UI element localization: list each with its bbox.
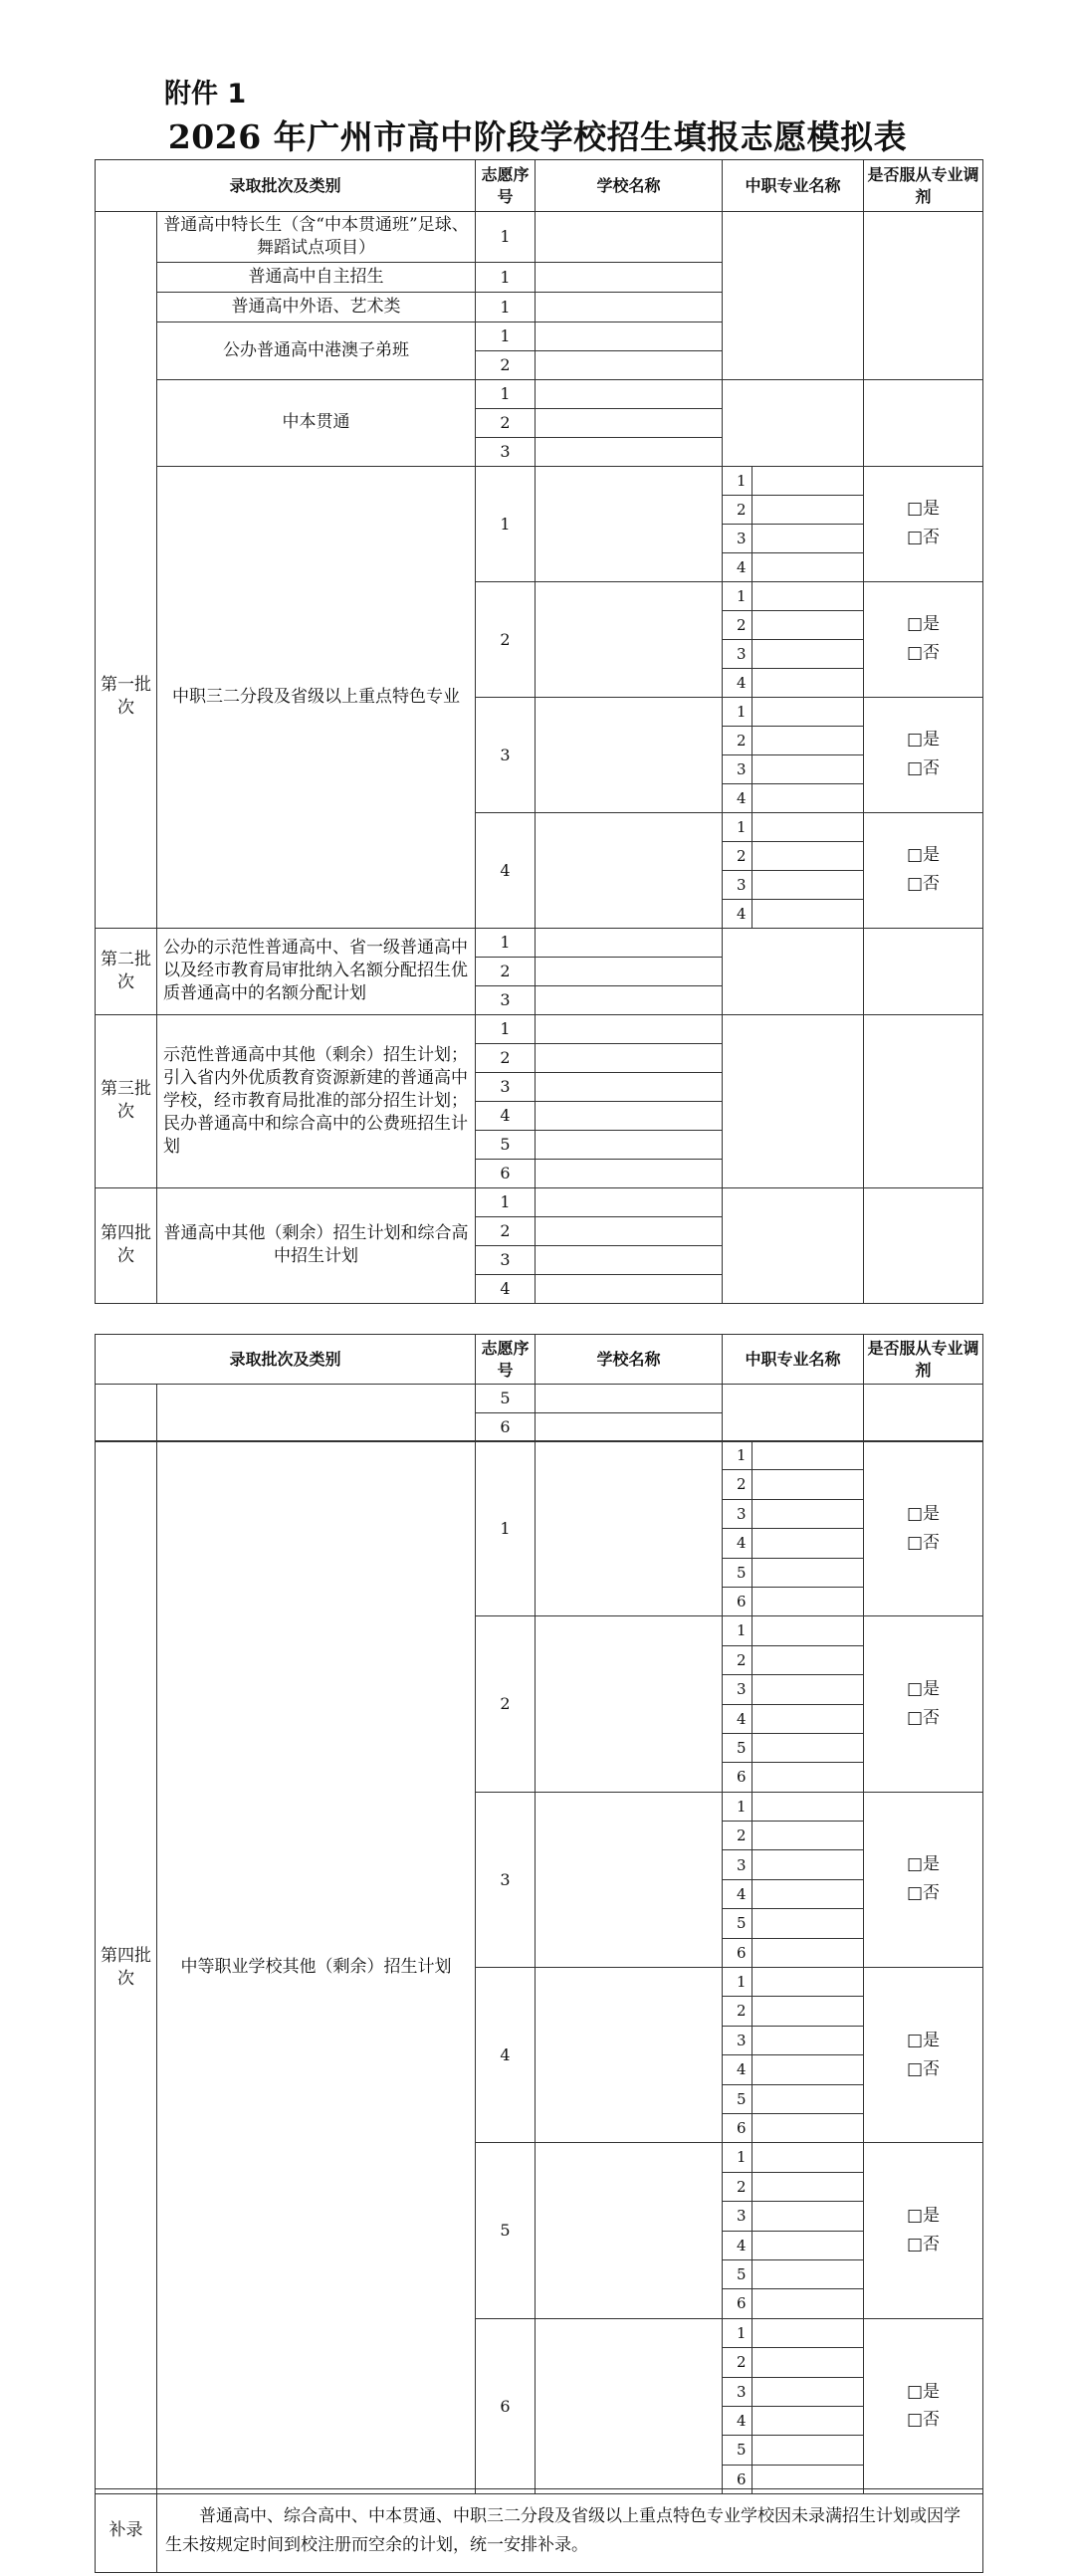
major-input[interactable] bbox=[752, 495, 864, 524]
major-input[interactable] bbox=[752, 1470, 864, 1499]
school-input[interactable] bbox=[536, 928, 723, 957]
adjust-choice[interactable] bbox=[864, 1616, 983, 1792]
batch-1-blank-top bbox=[96, 212, 157, 380]
major-input[interactable] bbox=[752, 783, 864, 812]
major-seq: 6 bbox=[723, 1763, 752, 1792]
seq-number: 6 bbox=[476, 1413, 536, 1442]
major-input[interactable] bbox=[752, 1850, 864, 1879]
major-input[interactable] bbox=[752, 1529, 864, 1558]
major-na bbox=[723, 1014, 864, 1187]
form-table-page1 bbox=[95, 159, 983, 1304]
seq-number: 3 bbox=[476, 1072, 536, 1101]
seq-number: 3 bbox=[476, 437, 536, 466]
school-input[interactable] bbox=[536, 1385, 723, 1413]
category-language-art: 普通高中外语、艺术类 bbox=[157, 292, 476, 322]
major-input[interactable] bbox=[752, 1938, 864, 1967]
major-seq: 3 bbox=[723, 1675, 752, 1704]
school-input[interactable] bbox=[536, 812, 723, 928]
major-seq: 4 bbox=[723, 2231, 752, 2259]
major-input[interactable] bbox=[752, 610, 864, 639]
major-input[interactable] bbox=[752, 726, 864, 754]
major-seq: 6 bbox=[723, 2465, 752, 2493]
seq-number: 1 bbox=[476, 262, 536, 292]
form-table-vocational bbox=[95, 1440, 983, 2494]
major-seq: 3 bbox=[723, 754, 752, 783]
seq-number: 2 bbox=[476, 1043, 536, 1072]
adjust-na bbox=[864, 1187, 983, 1303]
adjust-no-option[interactable]: □否 bbox=[906, 2058, 941, 2079]
attachment-label: 附件 1 bbox=[164, 79, 247, 109]
adjust-choice[interactable]: □是 □否 bbox=[864, 581, 983, 697]
category-quota: 公办的示范性普通高中、省一级普通高中以及经市教育局审批纳入名额分配招生优质普通高中的名额分配计划 bbox=[157, 928, 476, 1014]
adjust-na bbox=[864, 1014, 983, 1187]
major-seq: 2 bbox=[723, 495, 752, 524]
major-seq: 2 bbox=[723, 610, 752, 639]
seq-number: 1 bbox=[476, 1441, 536, 1616]
major-seq: 4 bbox=[723, 552, 752, 581]
batch-1-blank-mid bbox=[96, 379, 157, 466]
header-school: 学校名称 bbox=[536, 160, 723, 212]
major-seq: 4 bbox=[723, 2406, 752, 2435]
school-input[interactable] bbox=[536, 2318, 723, 2493]
adjust-na bbox=[864, 379, 983, 466]
major-input[interactable] bbox=[752, 2113, 864, 2142]
school-input[interactable] bbox=[536, 262, 723, 292]
school-input[interactable] bbox=[536, 1159, 723, 1187]
major-seq: 3 bbox=[723, 639, 752, 668]
category-general-remaining: 普通高中其他（剩余）招生计划和综合高中招生计划 bbox=[157, 1187, 476, 1303]
school-input[interactable] bbox=[536, 1187, 723, 1216]
major-seq: 3 bbox=[723, 1850, 752, 1879]
adjust-choice[interactable]: □是 □否 bbox=[864, 466, 983, 581]
major-input[interactable] bbox=[752, 1792, 864, 1821]
seq-number: 2 bbox=[476, 1616, 536, 1792]
major-seq: 3 bbox=[723, 524, 752, 552]
seq-number: 5 bbox=[476, 2143, 536, 2318]
seq-number: 2 bbox=[476, 350, 536, 379]
major-seq: 1 bbox=[723, 1441, 752, 1470]
school-input[interactable] bbox=[536, 408, 723, 437]
major-input[interactable] bbox=[752, 899, 864, 928]
seq-number: 4 bbox=[476, 812, 536, 928]
category-vocational-remaining: 中等职业学校其他（剩余）招生计划 bbox=[157, 1441, 476, 2494]
header-category: 录取批次及类别 bbox=[96, 160, 476, 212]
school-input[interactable] bbox=[536, 1130, 723, 1159]
seq-number: 3 bbox=[476, 1245, 536, 1274]
major-seq: 3 bbox=[723, 2202, 752, 2231]
major-seq: 2 bbox=[723, 1997, 752, 2026]
major-seq: 6 bbox=[723, 1587, 752, 1615]
major-input[interactable] bbox=[752, 1558, 864, 1587]
adjust-no-option[interactable]: □否 bbox=[906, 1708, 941, 1729]
seq-number: 1 bbox=[476, 292, 536, 322]
major-seq: 1 bbox=[723, 812, 752, 841]
major-seq: 6 bbox=[723, 2113, 752, 2142]
school-input[interactable] bbox=[536, 985, 723, 1014]
category-autonomous: 普通高中自主招生 bbox=[157, 262, 476, 292]
major-na bbox=[723, 1187, 864, 1303]
supplement-table bbox=[95, 2488, 983, 2573]
school-input[interactable] bbox=[536, 1014, 723, 1043]
major-input[interactable] bbox=[752, 1763, 864, 1792]
category-sports: 普通高中特长生（含“中本贯通班”足球、舞蹈试点项目） bbox=[157, 212, 476, 263]
school-input[interactable] bbox=[536, 1441, 723, 1616]
adjust-yes-option[interactable]: □是 bbox=[906, 1503, 941, 1524]
school-input[interactable] bbox=[536, 1274, 723, 1303]
major-input[interactable] bbox=[752, 1499, 864, 1528]
major-input[interactable] bbox=[752, 2289, 864, 2318]
major-seq: 3 bbox=[723, 1499, 752, 1528]
school-input[interactable] bbox=[536, 350, 723, 379]
major-input[interactable] bbox=[752, 524, 864, 552]
major-seq: 2 bbox=[723, 1470, 752, 1499]
seq-number: 4 bbox=[476, 1968, 536, 2143]
major-seq: 4 bbox=[723, 2055, 752, 2084]
major-seq: 2 bbox=[723, 2348, 752, 2377]
major-seq: 5 bbox=[723, 2084, 752, 2113]
major-input[interactable] bbox=[752, 2026, 864, 2054]
school-input[interactable] bbox=[536, 379, 723, 408]
major-seq: 1 bbox=[723, 2143, 752, 2172]
major-input[interactable] bbox=[752, 466, 864, 495]
school-input[interactable] bbox=[536, 437, 723, 466]
school-input[interactable] bbox=[536, 1616, 723, 1792]
major-seq: 2 bbox=[723, 1645, 752, 1674]
seq-number: 1 bbox=[476, 212, 536, 263]
major-input[interactable] bbox=[752, 2231, 864, 2259]
adjust-na bbox=[864, 928, 983, 1014]
header-adjust: 是否服从专业调剂 bbox=[864, 160, 983, 212]
school-input[interactable] bbox=[536, 1101, 723, 1130]
major-seq: 5 bbox=[723, 1558, 752, 1587]
supplement-label: 补录 bbox=[96, 2489, 157, 2573]
school-input[interactable] bbox=[536, 466, 723, 581]
adjust-choice[interactable] bbox=[864, 1792, 983, 1967]
school-input[interactable] bbox=[536, 1072, 723, 1101]
major-input[interactable] bbox=[752, 1645, 864, 1674]
adjust-choice[interactable] bbox=[864, 2318, 983, 2493]
major-input[interactable] bbox=[752, 2377, 864, 2406]
school-input[interactable] bbox=[536, 292, 723, 322]
major-seq: 2 bbox=[723, 841, 752, 870]
seq-number: 5 bbox=[476, 1130, 536, 1159]
adjust-yes-option[interactable]: □是 bbox=[906, 1854, 941, 1875]
seq-number: 1 bbox=[476, 928, 536, 957]
adjust-yes-option[interactable]: □是 bbox=[906, 2030, 941, 2050]
adjust-choice[interactable]: □是 □否 bbox=[864, 812, 983, 928]
major-seq: 4 bbox=[723, 783, 752, 812]
major-seq: 4 bbox=[723, 899, 752, 928]
major-input[interactable] bbox=[752, 1441, 864, 1470]
major-input[interactable] bbox=[752, 2436, 864, 2465]
major-input[interactable] bbox=[752, 2406, 864, 2435]
continued-batch bbox=[96, 1385, 157, 1442]
seq-number: 1 bbox=[476, 466, 536, 581]
continued-category bbox=[157, 1385, 476, 1442]
major-seq: 1 bbox=[723, 581, 752, 610]
school-input[interactable] bbox=[536, 1413, 723, 1442]
adjust-choice[interactable]: □是 □否 bbox=[864, 697, 983, 812]
seq-number: 1 bbox=[476, 322, 536, 350]
school-input[interactable] bbox=[536, 1968, 723, 2143]
major-seq: 5 bbox=[723, 1909, 752, 1938]
seq-number: 5 bbox=[476, 1385, 536, 1413]
major-seq: 4 bbox=[723, 1529, 752, 1558]
category-demo-remaining: 示范性普通高中其他（剩余）招生计划；引入省内外优质教育资源新建的普通高中学校，经市教育局批准的部分招生计划；民办普通高中和综合高中的公费班招生计划 bbox=[157, 1014, 476, 1187]
category-vocational-32: 中职三二分段及省级以上重点特色专业 bbox=[157, 466, 476, 928]
major-seq: 2 bbox=[723, 726, 752, 754]
major-seq: 1 bbox=[723, 466, 752, 495]
form-table-page2 bbox=[95, 1334, 983, 1442]
batch-2-label: 第二批次 bbox=[96, 928, 157, 1014]
adjust-yes-option[interactable]: □是 bbox=[906, 1679, 941, 1700]
major-input[interactable] bbox=[752, 1616, 864, 1645]
major-input[interactable] bbox=[752, 581, 864, 610]
major-input[interactable] bbox=[752, 870, 864, 899]
batch-4-vocational-label: 第四批次 bbox=[96, 1441, 157, 2494]
major-na bbox=[723, 379, 864, 466]
adjust-no-option[interactable]: □否 bbox=[906, 2410, 941, 2431]
major-input[interactable] bbox=[752, 2084, 864, 2113]
seq-number: 2 bbox=[476, 581, 536, 697]
major-input[interactable] bbox=[752, 639, 864, 668]
adjust-no-option[interactable]: □否 bbox=[906, 2235, 941, 2255]
header-seq: 志愿序号 bbox=[476, 160, 536, 212]
adjust-yes-option[interactable]: □是 bbox=[906, 2206, 941, 2227]
major-na bbox=[723, 928, 864, 1014]
school-input[interactable] bbox=[536, 1245, 723, 1274]
major-seq: 4 bbox=[723, 1704, 752, 1733]
seq-number: 1 bbox=[476, 1187, 536, 1216]
seq-number: 2 bbox=[476, 1216, 536, 1245]
major-seq: 5 bbox=[723, 2259, 752, 2288]
major-seq: 4 bbox=[723, 668, 752, 697]
header-major: 中职专业名称 bbox=[723, 1335, 864, 1385]
major-input[interactable] bbox=[752, 841, 864, 870]
major-seq: 1 bbox=[723, 1792, 752, 1821]
major-seq: 6 bbox=[723, 1938, 752, 1967]
major-seq: 3 bbox=[723, 2026, 752, 2054]
major-input[interactable] bbox=[752, 1968, 864, 1997]
major-input[interactable] bbox=[752, 1879, 864, 1908]
major-input[interactable] bbox=[752, 1997, 864, 2026]
seq-number: 4 bbox=[476, 1101, 536, 1130]
adjust-na bbox=[864, 1385, 983, 1442]
adjust-no-option[interactable]: □否 bbox=[906, 1883, 941, 1904]
major-seq: 3 bbox=[723, 2377, 752, 2406]
header-school: 学校名称 bbox=[536, 1335, 723, 1385]
school-input[interactable] bbox=[536, 2143, 723, 2318]
header-adjust: 是否服从专业调剂 bbox=[864, 1335, 983, 1385]
adjust-na bbox=[864, 212, 983, 380]
seq-number: 3 bbox=[476, 697, 536, 812]
major-input[interactable] bbox=[752, 1704, 864, 1733]
major-na bbox=[723, 212, 864, 380]
seq-number: 1 bbox=[476, 379, 536, 408]
adjust-no-option[interactable]: □否 bbox=[906, 1532, 941, 1553]
major-input[interactable] bbox=[752, 2202, 864, 2231]
major-input[interactable] bbox=[752, 812, 864, 841]
major-input[interactable] bbox=[752, 1733, 864, 1762]
major-input[interactable] bbox=[752, 1675, 864, 1704]
header-major: 中职专业名称 bbox=[723, 160, 864, 212]
major-seq: 2 bbox=[723, 2172, 752, 2201]
major-input[interactable] bbox=[752, 697, 864, 726]
major-input[interactable] bbox=[752, 2055, 864, 2084]
adjust-choice[interactable] bbox=[864, 2143, 983, 2318]
major-seq: 6 bbox=[723, 2289, 752, 2318]
page-title: 2026 年广州市高中阶段学校招生填报志愿模拟表 bbox=[167, 117, 908, 156]
major-input[interactable] bbox=[752, 1822, 864, 1850]
seq-number: 4 bbox=[476, 1274, 536, 1303]
school-input[interactable] bbox=[536, 581, 723, 697]
major-seq: 4 bbox=[723, 1879, 752, 1908]
major-input[interactable] bbox=[752, 2172, 864, 2201]
seq-number: 2 bbox=[476, 957, 536, 985]
major-input[interactable] bbox=[752, 668, 864, 697]
batch-4-label: 第四批次 bbox=[96, 1187, 157, 1303]
major-input[interactable] bbox=[752, 2143, 864, 2172]
school-input[interactable] bbox=[536, 212, 723, 263]
seq-number: 3 bbox=[476, 1792, 536, 1967]
major-seq: 3 bbox=[723, 870, 752, 899]
school-input[interactable] bbox=[536, 1043, 723, 1072]
major-input[interactable] bbox=[752, 2348, 864, 2377]
major-input[interactable] bbox=[752, 552, 864, 581]
seq-number: 6 bbox=[476, 2318, 536, 2493]
major-input[interactable] bbox=[752, 754, 864, 783]
seq-number: 6 bbox=[476, 1159, 536, 1187]
major-seq: 2 bbox=[723, 1822, 752, 1850]
supplement-note: 普通高中、综合高中、中本贯通、中职三二分段及省级以上重点特色专业学校因未录满招生计划或因学生未按规定时间到校注册而空余的计划，统一安排补录。 bbox=[157, 2489, 983, 2573]
school-input[interactable] bbox=[536, 957, 723, 985]
school-input[interactable] bbox=[536, 697, 723, 812]
seq-number: 1 bbox=[476, 1014, 536, 1043]
batch-3-label: 第三批次 bbox=[96, 1014, 157, 1187]
major-seq: 1 bbox=[723, 1968, 752, 1997]
school-input[interactable] bbox=[536, 1792, 723, 1967]
header-seq: 志愿序号 bbox=[476, 1335, 536, 1385]
adjust-yes-option[interactable]: □是 bbox=[906, 2381, 941, 2402]
major-input[interactable] bbox=[752, 1587, 864, 1615]
adjust-choice[interactable] bbox=[864, 1968, 983, 2143]
major-seq: 1 bbox=[723, 1616, 752, 1645]
major-input[interactable] bbox=[752, 2318, 864, 2347]
school-input[interactable] bbox=[536, 1216, 723, 1245]
seq-number: 3 bbox=[476, 985, 536, 1014]
seq-number: 2 bbox=[476, 408, 536, 437]
category-hk-macau: 公办普通高中港澳子弟班 bbox=[157, 322, 476, 379]
major-seq: 1 bbox=[723, 697, 752, 726]
major-input[interactable] bbox=[752, 1909, 864, 1938]
major-seq: 1 bbox=[723, 2318, 752, 2347]
major-seq: 5 bbox=[723, 2436, 752, 2465]
category-zhongben: 中本贯通 bbox=[157, 379, 476, 466]
major-input[interactable] bbox=[752, 2259, 864, 2288]
major-na bbox=[723, 1385, 864, 1442]
batch-1-label: 第一批次 bbox=[96, 466, 157, 928]
school-input[interactable] bbox=[536, 322, 723, 350]
adjust-choice[interactable] bbox=[864, 1441, 983, 1616]
header-category: 录取批次及类别 bbox=[96, 1335, 476, 1385]
major-seq: 5 bbox=[723, 1733, 752, 1762]
